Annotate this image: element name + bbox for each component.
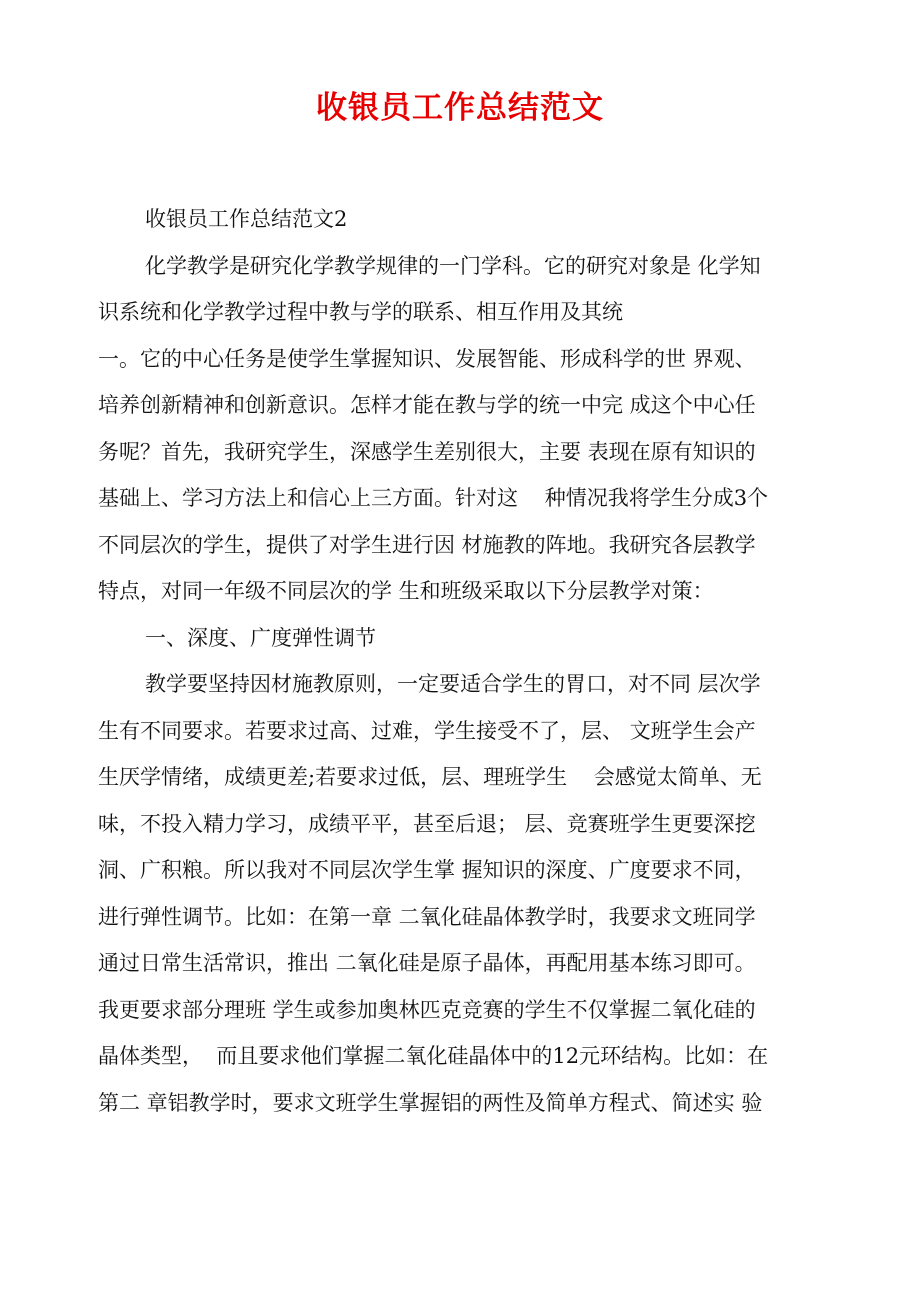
body-line: 第二 章铝教学时，要求文班学生掌握铝的两性及简单方程式、简述实 验 [98, 1090, 763, 1115]
body-line: 生有不同要求。若要求过高、过难，学生接受不了，层、 文班学生会产 [98, 718, 756, 743]
body-line: 通过日常生活常识，推出 二氧化硅是原子晶体，再配用基本练习即可。 [98, 951, 756, 975]
document-title: 收银员工作总结范文 [316, 90, 604, 126]
body-line: 识系统和化学教学过程中教与学的联系、相互作用及其统 [98, 300, 623, 324]
body-line: 基础上、学习方法上和信心上三方面。针对这 种情况我将学生分成3个 [98, 486, 769, 510]
body-line: 晶体类型， 而且要求他们掌握二氧化硅晶体中的12元环结构。比如：在 [98, 1044, 769, 1068]
body-line: 我更要求部分理班 学生或参加奥林匹克竞赛的学生不仅掌握二氧化硅的 [98, 997, 756, 1022]
body-line: 教学要坚持因材施教原则，一定要适合学生的胃口，对不同 层次学 [145, 672, 761, 696]
body-line: 进行弹性调节。比如：在第一章 二氧化硅晶体教学时，我要求文班同学 [98, 904, 756, 929]
body-line: 一。它的中心任务是使学生掌握知识、发展智能、形成科学的世 界观、 [98, 346, 756, 371]
body-line: 培养创新精神和创新意识。怎样才能在教与学的统一中完 成这个中心任 [98, 393, 756, 417]
body-line: 味，不投入精力学习，成绩平平，甚至后退； 层、竞赛班学生更要深挖 [98, 811, 756, 836]
body-line: 一、深度、广度弹性调节 [145, 625, 376, 650]
body-line: 务呢？首先，我研究学生，深感学生差别很大，主要 表现在原有知识的 [98, 439, 756, 464]
body-line: 收银员工作总结范文2 [145, 207, 348, 231]
body-line: 洞、广积粮。所以我对不同层次学生掌 握知识的深度、广度要求不同， [98, 858, 756, 882]
document-body [98, 196, 822, 1126]
body-line: 生厌学情绪，成绩更差;若要求过低，层、理班学生 会感觉太简单、无 [98, 765, 762, 789]
body-line: 特点，对同一年级不同层次的学 生和班级采取以下分层教学对策： [98, 579, 714, 603]
body-line: 不同层次的学生，提供了对学生进行因 材施教的阵地。我研究各层教学 [98, 532, 756, 557]
body-line: 化学教学是研究化学教学规律的一门学科。它的研究对象是 化学知 [145, 253, 761, 278]
